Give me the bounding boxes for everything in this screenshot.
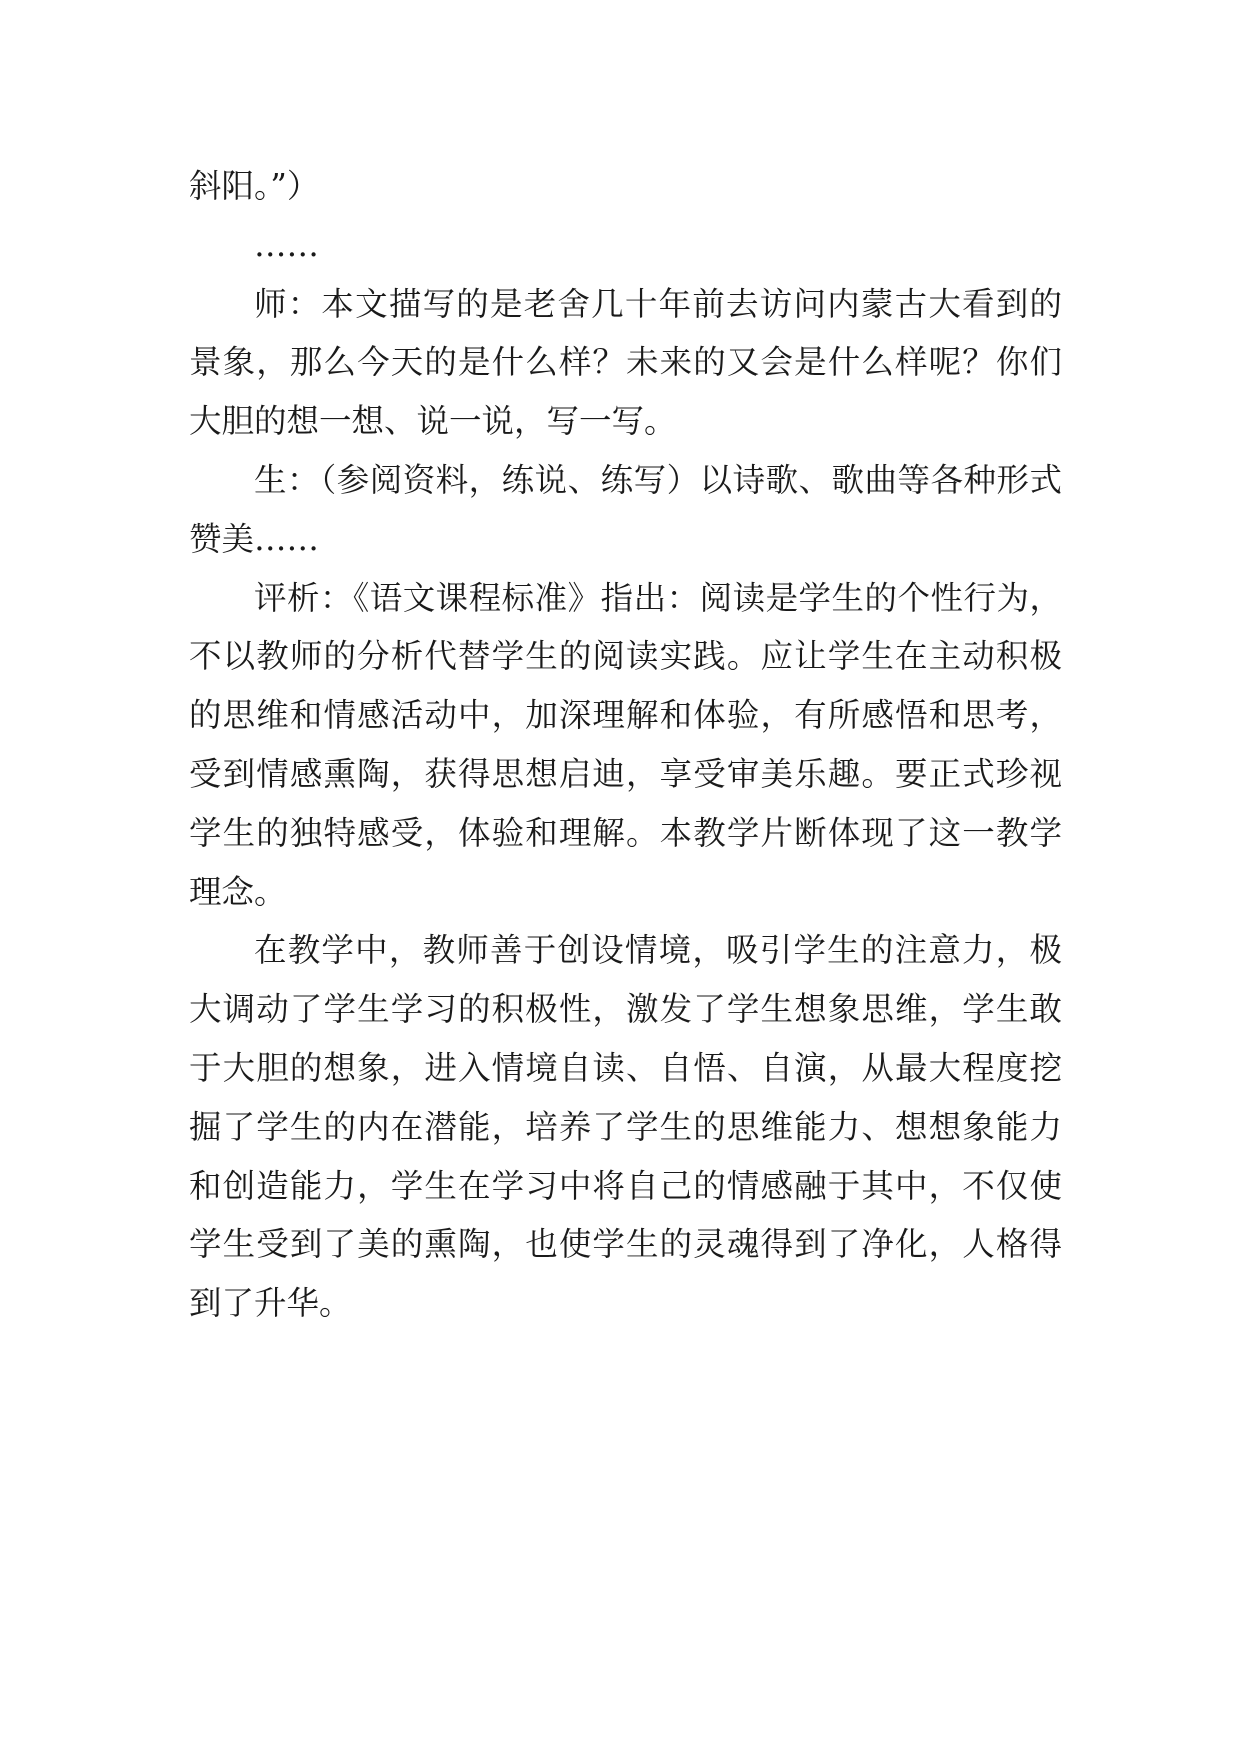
paragraph-continuation: 斜阳。”） xyxy=(189,167,320,205)
paragraph-analysis: 评析：《语文课程标准》指出：阅读是学生的个性行为，不以教师的分析代替学生的阅读实践。应让学生在主动积极的思维和情感活动中，加深理解和体验，有所感悟和思考，受到情感熏陶，获得思想启迪，享受审美乐趣。要正式珍视学生的独特感受，体验和理解。本教学片断体现了这一教学理念。 xyxy=(189,578,1062,911)
document-body xyxy=(189,157,1062,1333)
paragraph-teaching-summary: 在教学中，教师善于创设情境，吸引学生的注意力，极大调动了学生学习的积极性，激发了学生想象思维，学生敢于大胆的想象，进入情境自读、自悟、自演，从最大程度挖掘了学生的内在潜能，培养了学生的思维能力、想想象能力和创造能力，学生在学习中将自己的情感融于其中，不仅使学生受到了美的熏陶，也使学生的灵魂得到了净化，人格得到了升华。 xyxy=(189,931,1062,1323)
paragraph-teacher-prompt: 师：本文描写的是老舍几十年前去访问内蒙古大看到的景象，那么今天的是什么样？未来的又会是什么样呢？你们大胆的想一想、说一说，写一写。 xyxy=(189,284,1062,441)
paragraph-student-response: 生：（参阅资料，练说、练写）以诗歌、歌曲等各种形式赞美…… xyxy=(189,460,1062,558)
paragraph-ellipsis: …… xyxy=(254,225,319,264)
